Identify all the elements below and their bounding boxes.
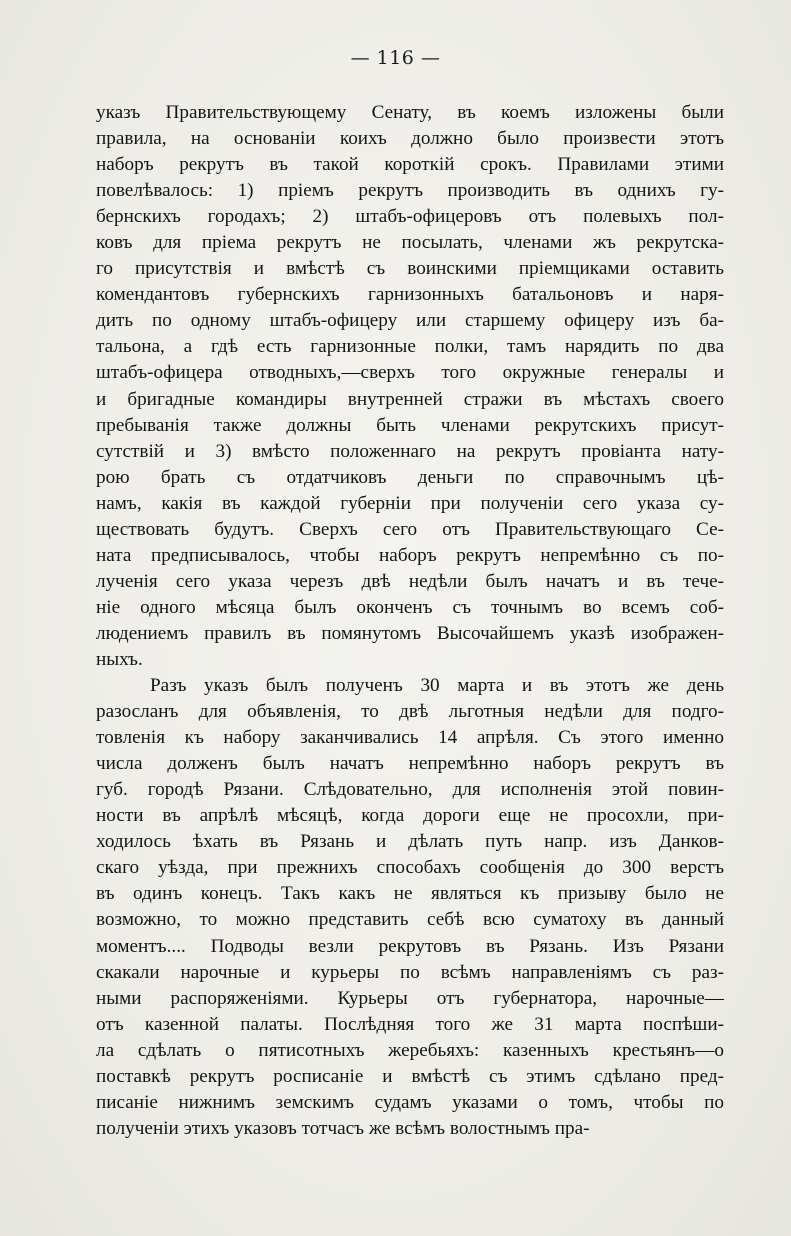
text-line: тальона, а гдѣ есть гарнизонные полки, тамъ нарядить по два <box>96 336 724 358</box>
text-line: комендантовъ губернскихъ гарнизонныхъ батальоновъ и наря- <box>96 284 724 306</box>
paragraph <box>96 100 724 673</box>
text-line: ковъ для прiема рекрутъ не посылать, членами жъ рекрутска- <box>96 232 724 254</box>
text-line: числа долженъ былъ начатъ непремѣнно наборъ рекрутъ въ <box>96 753 724 775</box>
text-line: людениемъ правилъ въ помянутомъ Высочайшемъ указѣ изображен- <box>96 622 724 644</box>
text-line: моментъ.... Подводы везли рекрутовъ въ Рязань. Изъ Рязани <box>96 935 724 957</box>
text-line: дить по одному штабъ-офицеру или старшему офицеру изъ ба- <box>96 310 724 332</box>
text-line: скаго уѣзда, при прежнихъ способахъ сообщенiя до 300 верстъ <box>96 857 724 879</box>
text-line: въ одинъ конецъ. Такъ какъ не являться къ призыву было не <box>96 883 724 905</box>
text-line: лученiя сего указа черезъ двѣ недѣли былъ начатъ и въ тече- <box>96 570 724 592</box>
text-line: ности въ апрѣлѣ мѣсяцѣ, когда дороги еще не просохли, при- <box>96 805 724 827</box>
text-line: ществовать будутъ. Сверхъ сего отъ Правительствующаго Се- <box>96 518 724 540</box>
text-line: наборъ рекрутъ въ такой короткiй срокъ. Правилами этими <box>96 154 724 176</box>
text-line: ными распоряженiями. Курьеры отъ губернатора, нарочные— <box>96 987 724 1009</box>
text-line: правила, на основанiи коихъ должно было произвести этотъ <box>96 128 724 150</box>
page-number: — 116 — <box>350 47 441 69</box>
text-line: ла сдѣлать о пятисотныхъ жеребьяхъ: казенныхъ крестьянъ—о <box>96 1039 724 1061</box>
text-line: намъ, какiя въ каждой губернiи при полученiи сего указа су- <box>96 492 724 514</box>
text-line: полученiи этихъ указовъ тотчасъ же всѣмъ волостнымъ пра- <box>96 1117 590 1139</box>
text-line: ныхъ. <box>96 648 143 670</box>
text-line: разосланъ для объявленiя, то двѣ льготныя недѣли для подго- <box>96 701 724 723</box>
text-line: сутствiй и 3) вмѣсто положеннаго на рекрутъ провiанта нату- <box>96 440 724 462</box>
text-line: поставкѣ рекрутъ росписанiе и вмѣстѣ съ этимъ сдѣлано пред- <box>96 1065 724 1087</box>
text-line: нiе одного мѣсяца былъ оконченъ съ точнымъ во всемъ соб- <box>96 596 724 618</box>
text-line: го присутствiя и вмѣстѣ съ воинскими прiемщиками оставить <box>96 258 724 280</box>
text-line: пребыванiя также должны быть членами рекрутскихъ присут- <box>96 414 724 436</box>
text-line: ната предписывалось, чтобы наборъ рекрутъ непремѣнно съ по- <box>96 544 724 566</box>
text-line: штабъ-офицера отводныхъ,—сверхъ того окружные генералы и <box>96 362 724 384</box>
text-line: повелѣвалось: 1) прiемъ рекрутъ производить въ однихъ гу- <box>96 180 724 202</box>
text-line: губ. городѣ Рязани. Слѣдовательно, для исполненiя этой повин- <box>96 779 724 801</box>
text-line: товленiя къ набору заканчивались 14 апрѣля. Съ этого именно <box>96 727 724 749</box>
text-line: указъ Правительствующему Сенату, въ коемъ изложены были <box>96 102 724 123</box>
text-line: писанiе нижнимъ земскимъ судамъ указами о томъ, чтобы по <box>96 1091 724 1113</box>
text-line: и бригадные командиры внутренней стражи въ мѣстахъ своего <box>96 388 724 410</box>
text-line: возможно, то можно представить себѣ всю суматоху въ данный <box>96 909 724 931</box>
text-line: Разъ указъ былъ полученъ 30 марта и въ этотъ же день <box>150 675 724 697</box>
text-line: отъ казенной палаты. Послѣдняя того же 31 марта поспѣши- <box>96 1013 724 1035</box>
text-line: ходилось ѣхать въ Рязань и дѣлать путь напр. изъ Данков- <box>96 831 724 853</box>
body-text <box>96 100 724 1142</box>
text-line: бернскихъ городахъ; 2) штабъ-офицеровъ отъ полевыхъ пол- <box>96 206 724 228</box>
paragraph <box>96 673 724 1142</box>
text-line: рою брать съ отдатчиковъ деньги по справочнымъ цѣ- <box>96 466 724 488</box>
text-line: скакали нарочные и курьеры по всѣмъ направленiямъ съ раз- <box>96 961 724 983</box>
